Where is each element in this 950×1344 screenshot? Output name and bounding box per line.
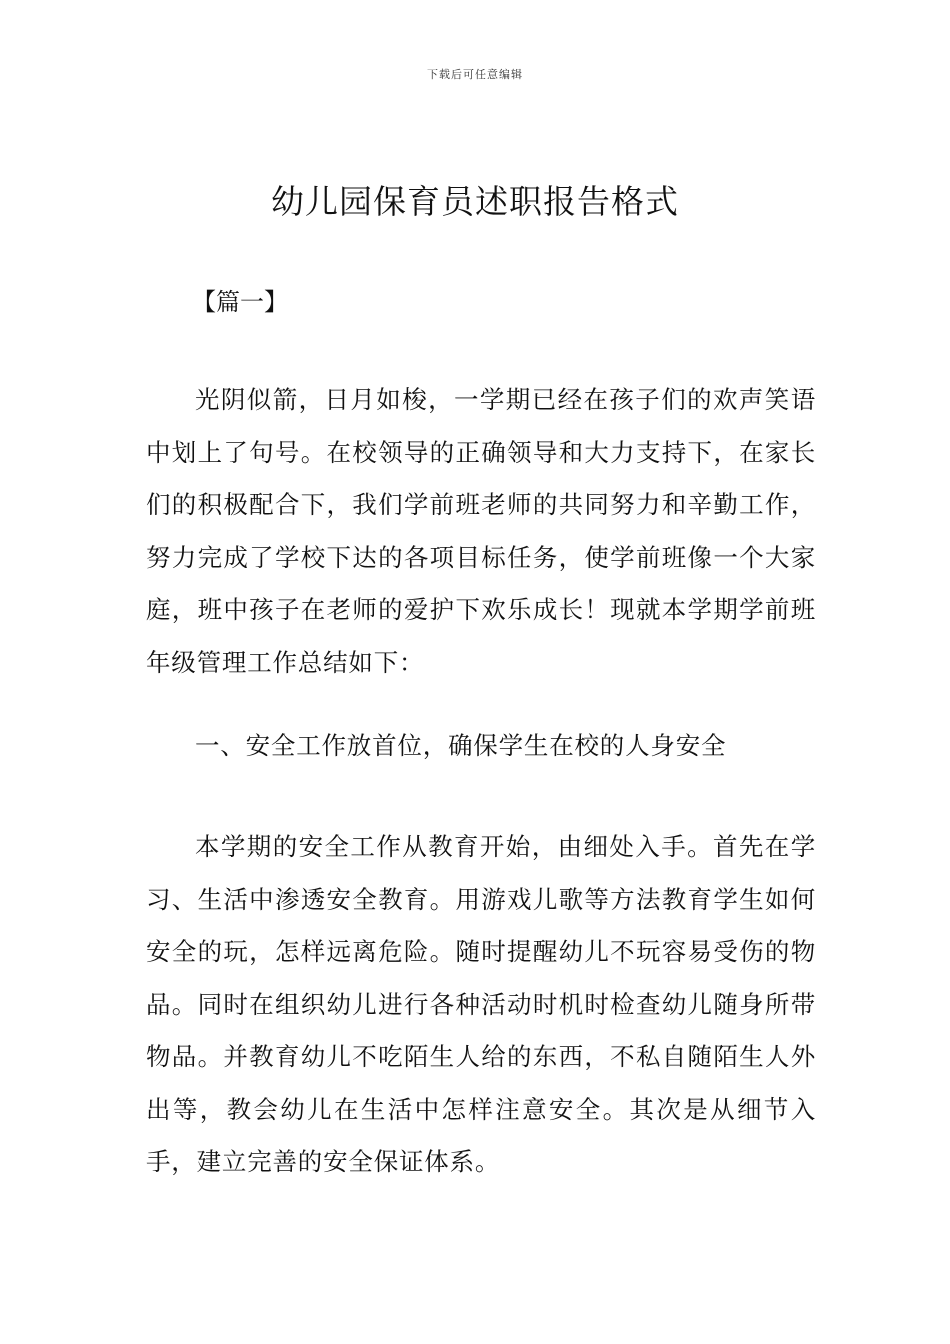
paragraph-intro: 光阴似箭，日月如梭，一学期已经在孩子们的欢声笑语中划上了句号。在校领导的正确领导和大力支持下，在家长们的积极配合下，我们学前班老师的共同努力和辛勤工作，努力完成了学校下达的各项目标任务，使学前班像一个大家庭，班中孩子在老师的爱护下欢乐成长！现就本学期学前班年级管理工作总结如下： [146, 385, 816, 677]
paragraph-safety: 本学期的安全工作从教育开始，由细处入手。首先在学习、生活中渗透安全教育。用游戏儿歌等方法教育学生如何安全的玩，怎样远离危险。随时提醒幼儿不玩容易受伤的物品。同时在组织幼儿进行各种活动时机时检查幼儿随身所带物品。并教育幼儿不吃陌生人给的东西，不私自随陌生人外出等，教会幼儿在生活中怎样注意安全。其次是从细节入手，建立完善的安全保证体系。 [146, 832, 816, 1176]
header-note: 下载后可任意编辑 [427, 68, 523, 81]
section-tag: 【篇一】 [192, 288, 288, 316]
document-title: 幼儿园保育员述职报告格式 [271, 182, 679, 221]
section-heading-safety: 一、安全工作放首位，确保学生在校的人身安全 [195, 731, 727, 760]
